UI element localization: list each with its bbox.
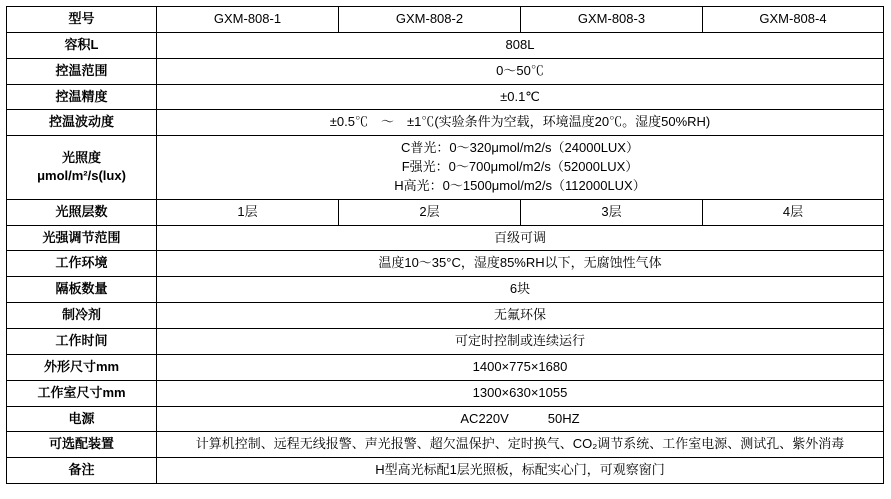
row-label: 控温范围 xyxy=(7,58,157,84)
row-label: 可选配装置 xyxy=(7,432,157,458)
row-label: 制冷剂 xyxy=(7,303,157,329)
table-cell: 可定时控制或连续运行 xyxy=(157,328,884,354)
table-row xyxy=(7,110,884,136)
table-cell: GXM-808-1 xyxy=(157,7,339,33)
table-cell: 无氟环保 xyxy=(157,303,884,329)
table-cell: 1层 xyxy=(157,199,339,225)
row-label xyxy=(7,136,157,200)
table-cell: 3层 xyxy=(521,199,703,225)
table-row xyxy=(7,303,884,329)
light-intensity-line-1: C普光：0～320μmol/m2/s（24000LUX） xyxy=(401,140,639,156)
light-intensity-line-3: H高光：0～1500μmol/m2/s（112000LUX） xyxy=(394,177,646,193)
table-row xyxy=(7,380,884,406)
table-row xyxy=(7,136,884,200)
table-cell: H型高光标配1层光照板，标配实心门，可观察窗门 xyxy=(157,458,884,484)
table-row xyxy=(7,32,884,58)
table-cell: 1300×630×1055 xyxy=(157,380,884,406)
row-label: 型号 xyxy=(7,7,157,33)
row-label: 外形尺寸mm xyxy=(7,354,157,380)
row-label: 控温精度 xyxy=(7,84,157,110)
row-label: 控温波动度 xyxy=(7,110,157,136)
row-label-line-2: μmol/m²/s(lux) xyxy=(37,168,126,184)
table-row xyxy=(7,354,884,380)
row-label: 电源 xyxy=(7,406,157,432)
row-label: 工作环境 xyxy=(7,251,157,277)
table-cell: 计算机控制、远程无线报警、声光报警、超欠温保护、定时换气、CO₂调节系统、工作室电源、测试孔、紫外消毒 xyxy=(157,432,884,458)
row-label: 光照层数 xyxy=(7,199,157,225)
row-label: 工作室尺寸mm xyxy=(7,380,157,406)
table-cell: 4层 xyxy=(703,199,884,225)
table-row xyxy=(7,406,884,432)
row-label: 工作时间 xyxy=(7,328,157,354)
table-row xyxy=(7,199,884,225)
table-row xyxy=(7,84,884,110)
table-row xyxy=(7,432,884,458)
specification-table xyxy=(6,6,884,484)
table-row xyxy=(7,58,884,84)
table-cell: GXM-808-4 xyxy=(703,7,884,33)
row-label: 容积L xyxy=(7,32,157,58)
table-cell: 6块 xyxy=(157,277,884,303)
specification-table-body xyxy=(7,7,884,484)
row-label: 隔板数量 xyxy=(7,277,157,303)
table-cell: GXM-808-3 xyxy=(521,7,703,33)
row-label: 光强调节范围 xyxy=(7,225,157,251)
row-label: 备注 xyxy=(7,458,157,484)
table-row xyxy=(7,277,884,303)
row-label-line-1: 光照度 xyxy=(61,149,101,165)
table-cell: 0～50℃ xyxy=(157,58,884,84)
table-row xyxy=(7,458,884,484)
table-cell: 百级可调 xyxy=(157,225,884,251)
table-row xyxy=(7,7,884,33)
light-intensity-line-2: F强光：0～700μmol/m2/s（52000LUX） xyxy=(401,159,639,175)
table-cell: AC220V 50HZ xyxy=(157,406,884,432)
table-row xyxy=(7,251,884,277)
table-row xyxy=(7,328,884,354)
table-cell: 2层 xyxy=(339,199,521,225)
table-cell: GXM-808-2 xyxy=(339,7,521,33)
table-cell: 温度10～35°C，湿度85%RH以下，无腐蚀性气体 xyxy=(157,251,884,277)
table-cell: ±0.5℃ ～ ±1℃(实验条件为空载，环境温度20℃。湿度50%RH) xyxy=(157,110,884,136)
table-cell: 808L xyxy=(157,32,884,58)
table-cell: 1400×775×1680 xyxy=(157,354,884,380)
table-cell: ±0.1℃ xyxy=(157,84,884,110)
table-cell xyxy=(157,136,884,200)
table-row xyxy=(7,225,884,251)
